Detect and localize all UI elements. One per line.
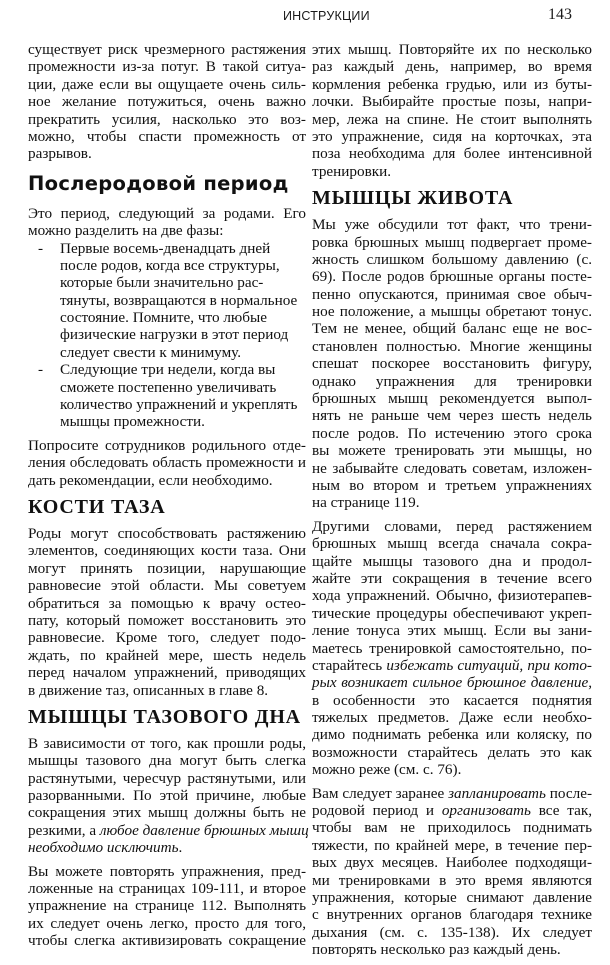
emphasis-text: любое давление брюшных мышц xyxy=(99,821,309,839)
text-line: брюшных мышц рекомендуется выпол- xyxy=(312,390,592,408)
text-line xyxy=(312,785,592,802)
text-line xyxy=(38,361,306,379)
text-line: вы можете тренировать эти мышцы, но xyxy=(312,442,592,460)
bullet-item xyxy=(38,239,306,362)
text-run: , xyxy=(588,674,592,692)
text-line: ления обследовать область промежности и xyxy=(28,454,306,472)
text-line: промежности из-за потуг. В такой ситуа- xyxy=(28,58,306,76)
text-line: можно реже (см. с. 76). xyxy=(312,761,462,779)
text-line: жность слишком большому давлению (с. xyxy=(312,250,592,268)
text-line: равновесие. Кроме того, следует подо- xyxy=(28,629,306,647)
text-line: пату, который поможет восстановить это xyxy=(28,611,306,629)
text-line: кормления ребенка грудью, или из буты- xyxy=(312,75,592,93)
text-line: повторять несколько раз каждый день. xyxy=(312,941,561,959)
text-line: это упражнение, сидя на корточках, эта xyxy=(312,127,592,145)
text-line xyxy=(312,674,592,691)
text-line: пенно опускаются, принимая свое обыч- xyxy=(312,285,592,303)
text-run: после- xyxy=(545,784,593,802)
text-line: Роды могут способствовать растяжению xyxy=(28,524,306,542)
text-line xyxy=(312,657,592,674)
text-line: мер, лежа на спине. Не стоит выполнять xyxy=(312,110,592,128)
text-line: В зависимости от того, как прошли роды, xyxy=(28,734,306,752)
text-run: родовой период и xyxy=(312,802,442,820)
section-heading-pelvic-floor: МЫШЦЫ ТАЗОВОГО ДНА xyxy=(28,705,301,728)
text-line: состояние. Помните, что любые xyxy=(60,309,267,327)
text-line: однако упражнения для тренировки xyxy=(312,372,592,390)
text-line: перед началом упражнений, приводящих xyxy=(28,664,306,682)
text-line: физические нагрузки в этот период xyxy=(60,326,289,344)
text-line: вых двух месяцев. Наиболее подходящи- xyxy=(312,854,592,872)
text-line xyxy=(28,839,306,856)
bullet-text: Первые восемь-двенадцать дней xyxy=(60,239,271,257)
text-line: хода упражнений. Обычно, физиотерапев- xyxy=(312,587,592,605)
text-line xyxy=(312,802,592,819)
bullet-marker: - xyxy=(38,361,44,379)
bullet-marker: - xyxy=(38,239,44,257)
text-line: после родов, когда все структуры, xyxy=(60,256,280,274)
text-line: ным во втором и третьем упражнениях xyxy=(312,476,592,494)
text-line: их следует очень легко, просто для того, xyxy=(28,914,306,932)
text-line: прекратить усилия, насколько это воз- xyxy=(28,110,306,128)
text-line: ждать, по крайней мере, шесть недель xyxy=(28,646,306,664)
text-line: ложенные на страницах 109-111, и второе xyxy=(28,880,306,898)
text-line: Другими словами, перед растяжением xyxy=(312,517,592,535)
text-line: Это период, следующий за родами. Его xyxy=(28,204,306,222)
text-run: старайтесь xyxy=(312,656,387,674)
text-line: ции, даже если вы ощущаете очень силь- xyxy=(28,75,306,93)
text-line: мышцы промежности. xyxy=(60,413,205,431)
left-column xyxy=(28,41,309,956)
text-line: разрывов. xyxy=(28,145,92,163)
text-line: 69). После родов брюшные органы посте- xyxy=(312,268,592,286)
text-line: обратиться за помощью к врачу остео- xyxy=(28,594,306,612)
right-column xyxy=(312,41,592,965)
text-line: разорванными. По этой причине, любые xyxy=(28,787,306,805)
text-line: тянуты, возвращаются в нормальное xyxy=(60,291,298,309)
pelvic-floor-paragraph-2 xyxy=(28,863,306,950)
text-line: Вы можете повторять упражнения, пред- xyxy=(28,862,306,880)
continuation-paragraph xyxy=(312,41,592,180)
abdominals-paragraph-2 xyxy=(312,518,592,779)
text-line: дать рекомендации, если необходимо. xyxy=(28,471,273,489)
emphasis-text: организовать xyxy=(441,802,531,820)
text-line: тяжести, по крайней мере, в течение пер- xyxy=(312,836,592,854)
text-line: сокращения этих мышц должны быть не xyxy=(28,804,306,822)
text-line: лочки. Выбирайте простые позы, напри- xyxy=(312,93,592,111)
text-line: тические процедуры обеспечивают укреп- xyxy=(312,604,592,622)
text-line: не забывайте следовать советам, изложен- xyxy=(312,459,592,477)
text-line: чтобы слегка активизировать сокращение xyxy=(28,932,306,950)
text-line: упражнения, которые снимают давление xyxy=(312,888,592,906)
text-line: тренировки. xyxy=(312,162,392,180)
section-heading-pelvic-bones: КОСТИ ТАЗА xyxy=(28,495,166,518)
text-line: с внутренних органов благодаря технике xyxy=(312,906,592,924)
text-line: растянутыми, чересчур растянутыми, или xyxy=(28,769,306,787)
bullet-text: Следующие три недели, когда вы xyxy=(60,361,276,379)
text-line: после родов. По истечению этого срока xyxy=(312,424,592,442)
text-line: маетесь тренировкой самостоятельно, по- xyxy=(312,639,592,657)
abdominals-paragraph-1 xyxy=(312,216,592,512)
text-line: следует свести к минимуму. xyxy=(60,343,242,361)
section-heading-postpartum: Послеродовой период xyxy=(28,171,289,195)
intro-paragraph xyxy=(28,41,306,163)
emphasis-text: запланировать xyxy=(448,784,546,802)
text-line: мышцы тазового дна могут быть слегка xyxy=(28,752,306,770)
text-line: димо поднимать ребенка или коляску, по xyxy=(312,726,592,744)
text-line: количество упражнений и укреплять xyxy=(60,396,298,414)
text-line: этих мышц. Повторяйте их по несколько xyxy=(312,41,592,58)
text-line: ное положение, а мышцы обретают тонус. xyxy=(312,303,592,321)
text-line: раз каждый день, например, во время xyxy=(312,58,592,76)
text-line xyxy=(28,821,309,839)
text-line: нять не раньше чем через шесть недель xyxy=(312,407,592,425)
text-run: резкими, а xyxy=(28,821,100,839)
text-run: все так, xyxy=(530,802,592,820)
text-line: тяжелых предметов. Даже если необхо- xyxy=(312,709,592,727)
abdominals-paragraph-3 xyxy=(312,785,592,959)
postpartum-closing xyxy=(28,437,306,489)
text-line: элементов, соединяющих кости таза. Они xyxy=(28,542,306,560)
text-line: Мы уже обсудили тот факт, что трени- xyxy=(312,216,592,234)
text-line: дыхания (см. с. 135-138). Их следует xyxy=(312,923,592,941)
text-line: Попросите сотрудников родильного отде- xyxy=(28,436,306,454)
text-line: щайте мышцы тазового дна и продол- xyxy=(312,552,592,570)
text-line: чтобы вам не приходилось поднимать xyxy=(312,819,592,837)
text-line: равновесие этой области. Мы советуем xyxy=(28,577,306,595)
text-line: упражнение на странице 112. Выполнять xyxy=(28,897,306,915)
text-line: можно, чтобы спасти промежность от xyxy=(28,127,306,145)
text-line: на странице 119. xyxy=(312,494,420,512)
text-line: могут принять позиции, нарушающие xyxy=(28,559,306,577)
section-heading-abdominals: МЫШЦЫ ЖИВОТА xyxy=(312,187,514,210)
running-header xyxy=(0,6,610,26)
postpartum-intro xyxy=(28,205,306,240)
text-line: поза необходима для более интенсивной xyxy=(312,145,592,163)
text-run: Вам следует заранее xyxy=(312,784,449,802)
text-run: . xyxy=(178,839,183,857)
pelvic-bones-paragraph xyxy=(28,525,306,699)
text-line: сможете постепенно увеличивать xyxy=(60,378,277,396)
emphasis-text: избежать ситуаций, при кото- xyxy=(386,656,592,674)
running-title: ИНСТРУКЦИИ xyxy=(283,9,370,23)
text-line: становлен полностью. Многие женщины xyxy=(312,337,592,355)
emphasis-text: рых возникает сильное брюшное давление xyxy=(312,674,589,692)
text-line: жайте эти сокращения в течение всего xyxy=(312,569,592,587)
text-line xyxy=(38,239,306,257)
text-line: ми тренировками в это время являются xyxy=(312,871,592,889)
text-line: ровка брюшных мышц подвергает проме- xyxy=(312,233,592,251)
text-line: спешат поскорее восстановить фигуру, xyxy=(312,355,592,373)
text-line: брюшных мышц всегда сначала сокра- xyxy=(312,535,592,553)
pelvic-floor-paragraph-1 xyxy=(28,734,309,857)
text-line: существует риск чрезмерного растяжения xyxy=(28,41,306,58)
page-number: 143 xyxy=(548,6,572,23)
text-line: можно разделить на две фазы: xyxy=(28,222,224,240)
text-line: возможности старайтесь делать это как xyxy=(312,743,592,761)
bullet-item xyxy=(38,361,306,431)
text-line: ное желание потужиться, очень важно xyxy=(28,93,306,111)
bullet-list xyxy=(28,240,306,431)
text-line: ление тонуса этих мышц. Если вы зани- xyxy=(312,622,592,640)
text-line: которые были значительно рас- xyxy=(60,274,264,292)
emphasis-text: необходимо исключить xyxy=(28,839,179,857)
text-line: в движение таз, описанных в главе 8. xyxy=(28,681,269,699)
text-line: Тем не менее, общий баланс еще не вос- xyxy=(312,320,592,338)
text-line: в особенности это касается поднятия xyxy=(312,691,592,709)
